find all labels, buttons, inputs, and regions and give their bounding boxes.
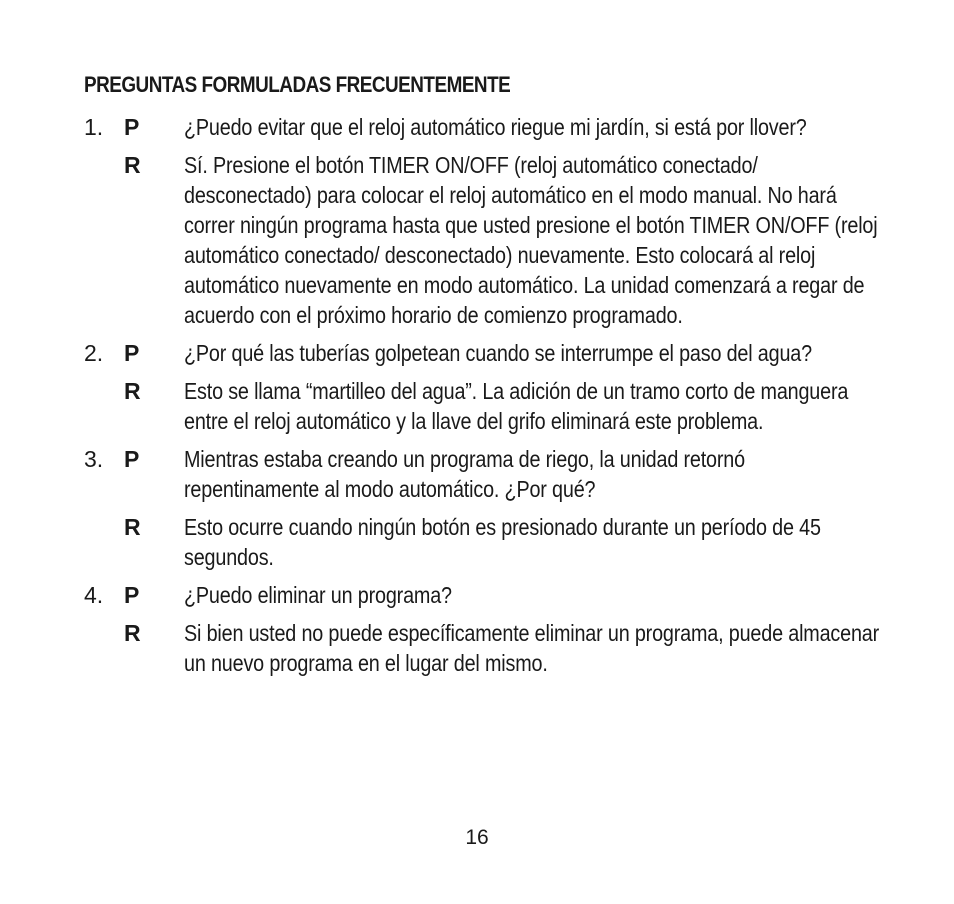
question-text: ¿Por qué las tuberías golpetean cuando se interrumpe el paso del agua? bbox=[184, 340, 812, 366]
faq-answer-2 bbox=[84, 376, 884, 436]
section-heading: PREGUNTAS FORMULADAS FRECUENTEMENTE bbox=[84, 72, 511, 97]
question-text: ¿Puedo evitar que el reloj automático riegue mi jardín, si está por llover? bbox=[184, 114, 807, 140]
faq-answer-3 bbox=[84, 512, 884, 572]
answer-text: Si bien usted no puede específicamente eliminar un programa, puede almacenar un nuevo programa en el lugar del mismo. bbox=[184, 620, 880, 676]
faq-question-1 bbox=[84, 112, 884, 142]
faq-question-3 bbox=[84, 444, 884, 504]
answer-marker: R bbox=[124, 620, 141, 646]
question-marker: P bbox=[124, 340, 140, 366]
faq-number: 2. bbox=[84, 340, 104, 366]
question-marker: P bbox=[124, 446, 140, 472]
answer-text: Esto ocurre cuando ningún botón es presionado durante un período de 45 segundos. bbox=[184, 514, 821, 570]
answer-marker: R bbox=[124, 152, 141, 178]
faq-number: 3. bbox=[84, 446, 104, 472]
page-number: 16 bbox=[465, 826, 489, 849]
faq-number: 1. bbox=[84, 114, 104, 140]
faq-question-2 bbox=[84, 338, 884, 368]
answer-marker: R bbox=[124, 378, 141, 404]
faq-question-4 bbox=[84, 580, 884, 610]
answer-text: Sí. Presione el botón TIMER ON/OFF (reloj automático conectado/ desconectado) para colocar el reloj automático en el modo manual. No hará correr ningún programa hasta que usted presione el botón TIMER ON/OFF (reloj automático conectado/ desconectado) nuevamente. Esto colocará al reloj automático nuevamente en modo automático. La unidad comenzará a regar de acuerdo con el próximo horario de comienzo programado. bbox=[184, 152, 878, 328]
question-text: ¿Puedo eliminar un programa? bbox=[184, 582, 452, 608]
faq-number: 4. bbox=[84, 582, 104, 608]
faq-list bbox=[84, 112, 884, 686]
question-marker: P bbox=[124, 582, 140, 608]
faq-answer-1 bbox=[84, 150, 884, 330]
answer-marker: R bbox=[124, 514, 141, 540]
faq-answer-4 bbox=[84, 618, 884, 678]
answer-text: Esto se llama “martilleo del agua”. La adición de un tramo corto de manguera entre el reloj automático y la llave del grifo eliminará este problema. bbox=[184, 378, 849, 434]
question-text: Mientras estaba creando un programa de riego, la unidad retornó repentinamente al modo automático. ¿Por qué? bbox=[184, 446, 745, 502]
question-marker: P bbox=[124, 114, 140, 140]
